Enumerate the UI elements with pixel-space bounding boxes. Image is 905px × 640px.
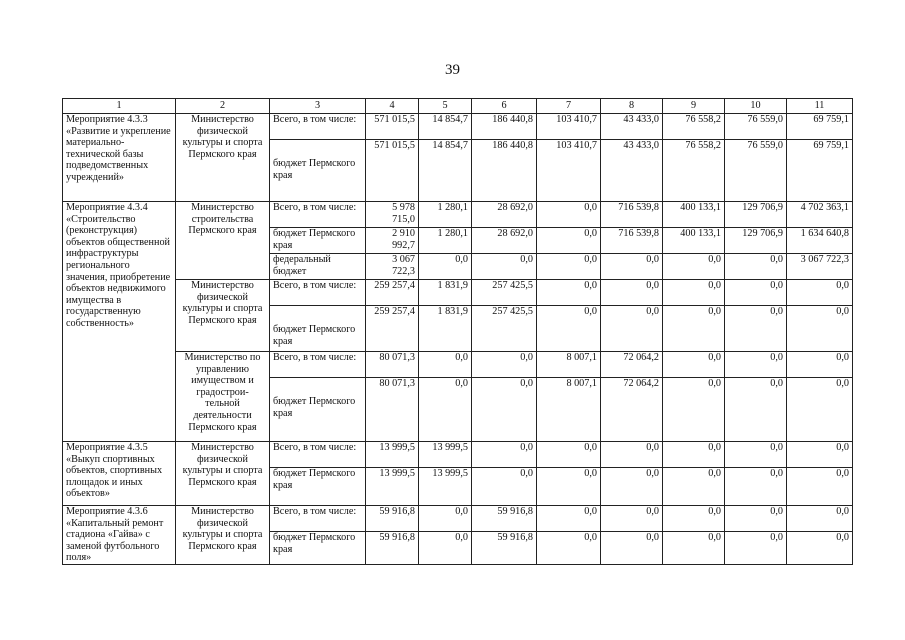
amount-cell: 0,0 <box>787 442 853 468</box>
table-body <box>63 114 853 565</box>
amount-cell: 59 916,8 <box>472 506 537 532</box>
funding-source: Всего, в том числе: <box>270 352 366 378</box>
amount-cell: 59 916,8 <box>366 506 419 532</box>
amount-cell: 103 410,7 <box>537 114 601 140</box>
funding-source: бюджет Пермского края <box>270 468 366 506</box>
amount-cell: 0,0 <box>663 280 725 306</box>
amount-cell: 43 433,0 <box>601 114 663 140</box>
amount-cell: 186 440,8 <box>472 140 537 202</box>
amount-cell: 8 007,1 <box>537 352 601 378</box>
funding-source: Всего, в том числе: <box>270 442 366 468</box>
header-cell: 7 <box>537 99 601 114</box>
amount-cell: 0,0 <box>663 306 725 352</box>
amount-cell: 0,0 <box>601 468 663 506</box>
amount-cell: 59 916,8 <box>366 532 419 565</box>
funding-source: Всего, в том числе: <box>270 280 366 306</box>
amount-cell: 0,0 <box>787 378 853 442</box>
amount-cell: 13 999,5 <box>366 468 419 506</box>
header-cell: 1 <box>63 99 176 114</box>
amount-cell: 400 133,1 <box>663 228 725 254</box>
amount-cell: 0,0 <box>725 280 787 306</box>
amount-cell: 28 692,0 <box>472 228 537 254</box>
amount-cell: 0,0 <box>419 378 472 442</box>
measure-name: Мероприятие 4.3.5 «Выкуп спортивных объектов, спортивных площадок и иных объектов» <box>63 442 176 506</box>
amount-cell: 13 999,5 <box>366 442 419 468</box>
amount-cell: 129 706,9 <box>725 202 787 228</box>
table-row <box>63 202 853 228</box>
executor-name: Министерство строительства Пермского края <box>176 202 270 280</box>
amount-cell: 76 559,0 <box>725 114 787 140</box>
amount-cell: 0,0 <box>419 532 472 565</box>
amount-cell: 76 559,0 <box>725 140 787 202</box>
amount-cell: 28 692,0 <box>472 202 537 228</box>
amount-cell: 716 539,8 <box>601 228 663 254</box>
amount-cell: 0,0 <box>725 254 787 280</box>
amount-cell: 0,0 <box>663 254 725 280</box>
page-number: 39 <box>445 62 460 78</box>
amount-cell: 257 425,5 <box>472 306 537 352</box>
amount-cell: 259 257,4 <box>366 280 419 306</box>
amount-cell: 13 999,5 <box>419 468 472 506</box>
amount-cell: 0,0 <box>472 442 537 468</box>
amount-cell: 0,0 <box>537 442 601 468</box>
executor-name: Министерство физической культуры и спорта Пермского края <box>176 114 270 202</box>
amount-cell: 0,0 <box>472 352 537 378</box>
header-cell: 9 <box>663 99 725 114</box>
amount-cell: 14 854,7 <box>419 140 472 202</box>
amount-cell: 0,0 <box>537 532 601 565</box>
amount-cell: 0,0 <box>787 280 853 306</box>
header-cell: 5 <box>419 99 472 114</box>
amount-cell: 0,0 <box>472 378 537 442</box>
amount-cell: 0,0 <box>725 442 787 468</box>
amount-cell: 0,0 <box>537 228 601 254</box>
amount-cell: 13 999,5 <box>419 442 472 468</box>
table-row <box>63 442 853 468</box>
amount-cell: 0,0 <box>663 506 725 532</box>
amount-cell: 0,0 <box>601 506 663 532</box>
funding-source: бюджет Пермского края <box>270 378 366 442</box>
amount-cell: 0,0 <box>787 532 853 565</box>
header-cell: 8 <box>601 99 663 114</box>
amount-cell: 0,0 <box>725 468 787 506</box>
amount-cell: 72 064,2 <box>601 352 663 378</box>
funding-source: федеральный бюджет <box>270 254 366 280</box>
amount-cell: 4 702 363,1 <box>787 202 853 228</box>
table-row <box>63 280 853 306</box>
amount-cell: 0,0 <box>725 306 787 352</box>
header-cell: 3 <box>270 99 366 114</box>
amount-cell: 80 071,3 <box>366 378 419 442</box>
amount-cell: 1 831,9 <box>419 306 472 352</box>
header-cell: 10 <box>725 99 787 114</box>
measure-name: Мероприятие 4.3.6 «Капитальный ремонт стадиона «Гайва» с заменой футбольного поля» <box>63 506 176 565</box>
amount-cell: 0,0 <box>419 254 472 280</box>
funding-source: бюджет Пермского края <box>270 306 366 352</box>
amount-cell: 43 433,0 <box>601 140 663 202</box>
amount-cell: 257 425,5 <box>472 280 537 306</box>
budget-table <box>62 98 853 565</box>
amount-cell: 0,0 <box>601 306 663 352</box>
amount-cell: 8 007,1 <box>537 378 601 442</box>
amount-cell: 0,0 <box>601 280 663 306</box>
amount-cell: 0,0 <box>663 468 725 506</box>
amount-cell: 0,0 <box>663 378 725 442</box>
executor-name: Министерство физической культуры и спорта Пермского края <box>176 442 270 506</box>
amount-cell: 0,0 <box>537 280 601 306</box>
amount-cell: 0,0 <box>663 442 725 468</box>
amount-cell: 1 280,1 <box>419 228 472 254</box>
table-row <box>63 114 853 140</box>
amount-cell: 0,0 <box>663 352 725 378</box>
amount-cell: 0,0 <box>419 352 472 378</box>
funding-source: Всего, в том числе: <box>270 114 366 140</box>
executor-name: Министерство физической культуры и спорта Пермского края <box>176 280 270 352</box>
amount-cell: 0,0 <box>663 532 725 565</box>
amount-cell: 0,0 <box>419 506 472 532</box>
funding-source: бюджет Пермского края <box>270 228 366 254</box>
amount-cell: 1 634 640,8 <box>787 228 853 254</box>
amount-cell: 400 133,1 <box>663 202 725 228</box>
amount-cell: 0,0 <box>725 352 787 378</box>
table-row <box>63 352 853 378</box>
amount-cell: 1 280,1 <box>419 202 472 228</box>
measure-name: Мероприятие 4.3.4 «Строительство (реконструкция) объектов общественной инфраструктуры регионального значения, приобретение объектов недвижимого имущества в государственную собственность» <box>63 202 176 442</box>
amount-cell: 0,0 <box>537 254 601 280</box>
amount-cell: 76 558,2 <box>663 114 725 140</box>
executor-name: Министерство физической культуры и спорта Пермского края <box>176 506 270 565</box>
header-cell: 6 <box>472 99 537 114</box>
header-cell: 4 <box>366 99 419 114</box>
amount-cell: 103 410,7 <box>537 140 601 202</box>
amount-cell: 0,0 <box>601 532 663 565</box>
amount-cell: 0,0 <box>787 352 853 378</box>
amount-cell: 80 071,3 <box>366 352 419 378</box>
amount-cell: 72 064,2 <box>601 378 663 442</box>
amount-cell: 0,0 <box>787 306 853 352</box>
amount-cell: 0,0 <box>537 202 601 228</box>
amount-cell: 0,0 <box>787 468 853 506</box>
amount-cell: 0,0 <box>537 468 601 506</box>
amount-cell: 1 831,9 <box>419 280 472 306</box>
amount-cell: 69 759,1 <box>787 140 853 202</box>
amount-cell: 5 978 715,0 <box>366 202 419 228</box>
amount-cell: 14 854,7 <box>419 114 472 140</box>
amount-cell: 0,0 <box>725 532 787 565</box>
amount-cell: 571 015,5 <box>366 140 419 202</box>
funding-source: бюджет Пермского края <box>270 532 366 565</box>
amount-cell: 259 257,4 <box>366 306 419 352</box>
executor-name: Министерство по управлению имуществом и градострои-тельной деятельности Пермского края <box>176 352 270 442</box>
header-cell: 11 <box>787 99 853 114</box>
amount-cell: 0,0 <box>537 306 601 352</box>
amount-cell: 716 539,8 <box>601 202 663 228</box>
measure-name: Мероприятие 4.3.3 «Развитие и укрепление материально-технической базы подведомственных учреждений» <box>63 114 176 202</box>
funding-source: Всего, в том числе: <box>270 506 366 532</box>
amount-cell: 571 015,5 <box>366 114 419 140</box>
amount-cell: 186 440,8 <box>472 114 537 140</box>
table-row <box>63 506 853 532</box>
amount-cell: 76 558,2 <box>663 140 725 202</box>
amount-cell: 3 067 722,3 <box>787 254 853 280</box>
amount-cell: 0,0 <box>601 442 663 468</box>
amount-cell: 0,0 <box>472 468 537 506</box>
amount-cell: 0,0 <box>472 254 537 280</box>
amount-cell: 0,0 <box>725 378 787 442</box>
header-cell: 2 <box>176 99 270 114</box>
funding-source: бюджет Пермского края <box>270 140 366 202</box>
amount-cell: 0,0 <box>725 506 787 532</box>
funding-source: Всего, в том числе: <box>270 202 366 228</box>
amount-cell: 2 910 992,7 <box>366 228 419 254</box>
amount-cell: 129 706,9 <box>725 228 787 254</box>
amount-cell: 69 759,1 <box>787 114 853 140</box>
amount-cell: 0,0 <box>787 506 853 532</box>
header-row <box>63 99 853 114</box>
amount-cell: 59 916,8 <box>472 532 537 565</box>
amount-cell: 0,0 <box>537 506 601 532</box>
amount-cell: 0,0 <box>601 254 663 280</box>
amount-cell: 3 067 722,3 <box>366 254 419 280</box>
